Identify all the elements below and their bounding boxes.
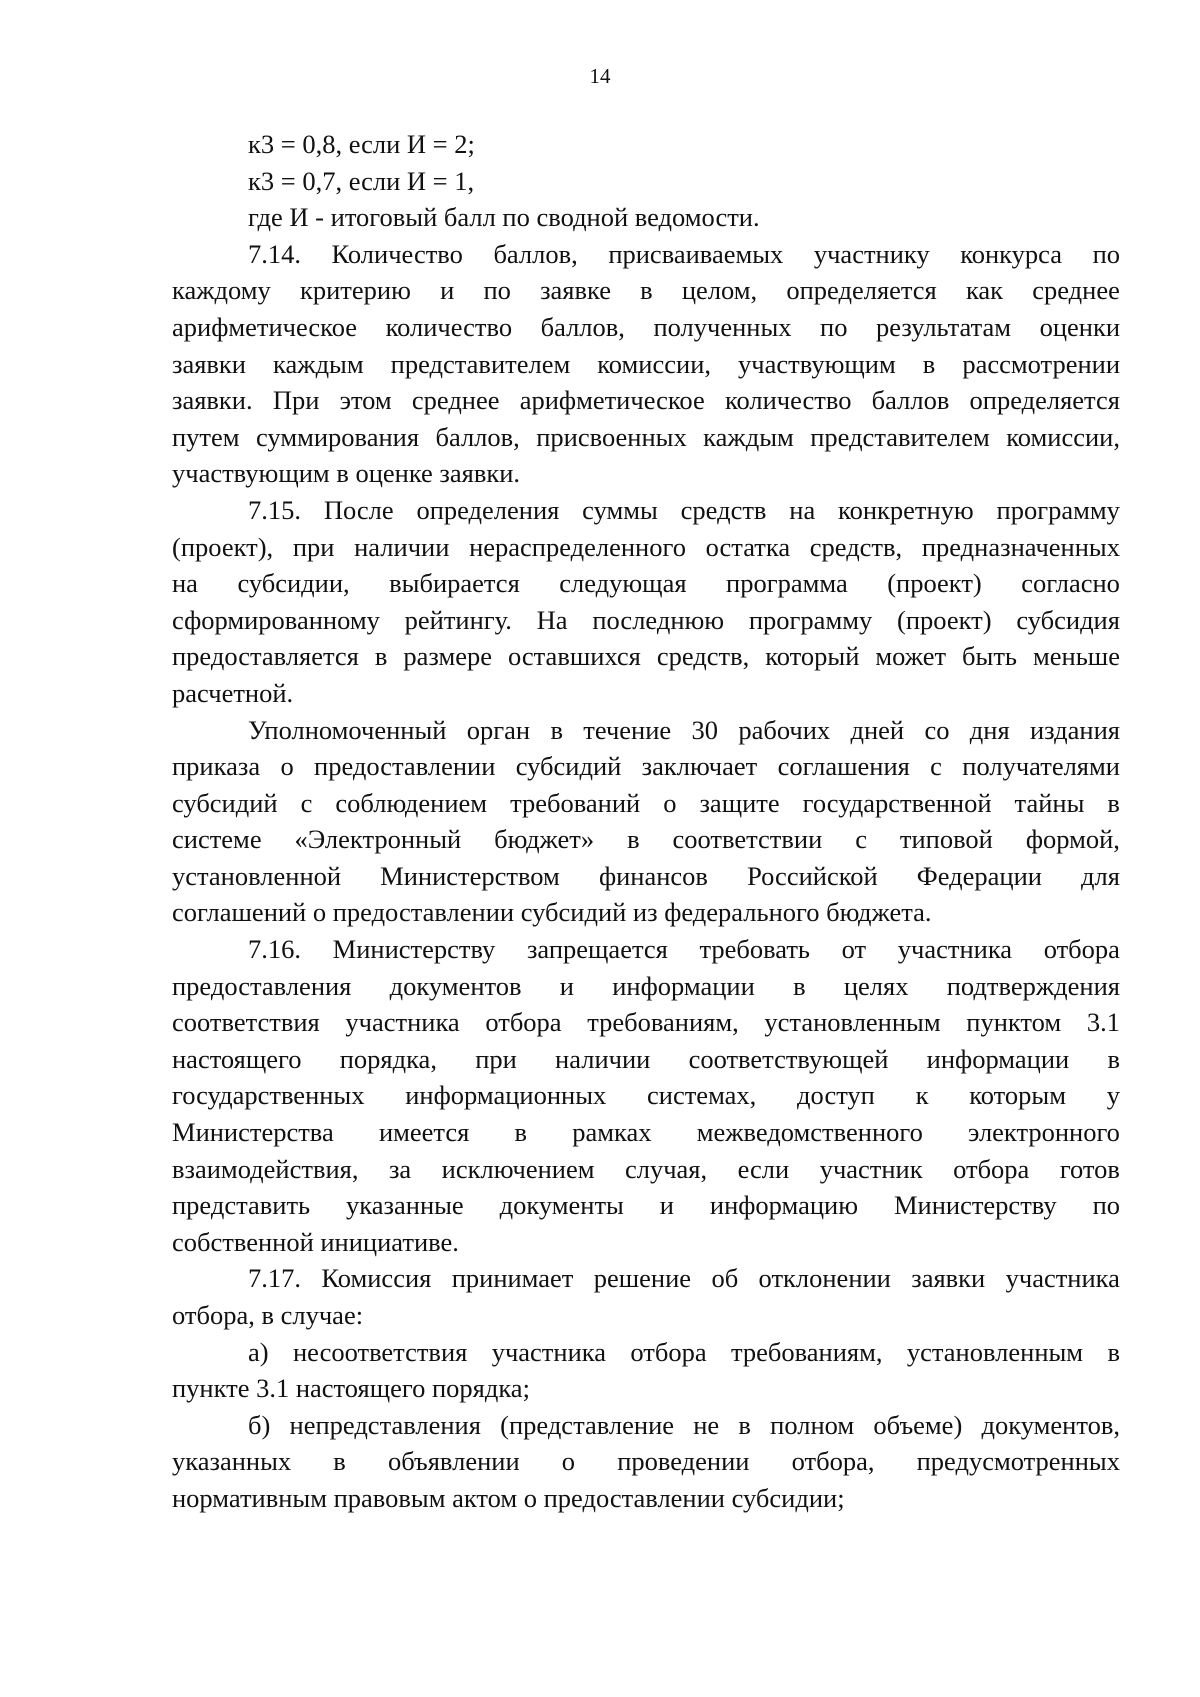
text-line: где И - итоговый балл по сводной ведомости. [248,202,760,233]
text-line: 7.14. Количество баллов, присваиваемых участнику конкурса по [248,238,1120,269]
text-line: 7.17. Комиссия принимает решение об отклонении заявки участника [248,1263,1120,1294]
text-line: Министерства имеется в рамках межведомственного электронного [172,1117,1120,1148]
text-line: на субсидии, выбирается следующая программа (проект) согласно [172,568,1120,599]
text-line: собственной инициативе. [172,1226,459,1257]
text-line: путем суммирования баллов, присвоенных каждым представителем комиссии, [172,421,1120,452]
text-line: пункте 3.1 настоящего порядка; [172,1373,530,1404]
text-line: а) несоответствия участника отбора требованиям, установленным в [248,1336,1120,1367]
text-line: нормативным правовым актом о предоставлении субсидии; [172,1482,845,1513]
document-body [172,126,1120,1517]
text-line: Уполномоченный орган в течение 30 рабочих дней со дня издания [248,714,1120,745]
text-line: участвующим в оценке заявки. [172,458,521,489]
text-line: каждому критерию и по заявке в целом, определяется как среднее [172,275,1120,306]
text-line: представить указанные документы и информацию Министерству по [172,1190,1120,1221]
text-line: системе «Электронный бюджет» в соответствии с типовой формой, [172,824,1120,855]
text-line: отбора, в случае: [172,1300,364,1330]
text-line: (проект), при наличии нераспределенного остатка средств, предназначенных [172,531,1120,562]
text-line: к3 = 0,7, если И = 1, [248,165,475,196]
text-line: 7.16. Министерству запрещается требовать от участника отбора [248,934,1120,965]
text-line: заявки. При этом среднее арифметическое количество баллов определяется [172,385,1120,416]
text-line: соглашений о предоставлении субсидий из федерального бюджета. [172,897,932,928]
text-line: сформированному рейтингу. На последнюю программу (проект) субсидия [172,604,1120,635]
text-line: расчетной. [172,677,294,708]
text-line: приказа о предоставлении субсидий заключает соглашения с получателями [172,751,1120,782]
text-line: 7.15. После определения суммы средств на конкретную программу [248,494,1120,525]
text-line: предоставляется в размере оставшихся средств, который может быть меньше [172,641,1120,672]
text-line: установленной Министерством финансов Российской Федерации для [172,860,1120,891]
text-line: арифметическое количество баллов, полученных по результатам оценки [172,311,1120,342]
page-number: 14 [589,64,611,88]
text-line: заявки каждым представителем комиссии, участвующим в рассмотрении [172,348,1120,379]
text-line: предоставления документов и информации в целях подтверждения [172,970,1120,1001]
text-line: б) непредставления (представление не в полном объеме) документов, [248,1409,1120,1440]
text-line: государственных информационных системах, доступ к которым у [172,1080,1120,1111]
text-line: соответствия участника отбора требованиям, установленным пунктом 3.1 [172,1007,1120,1038]
text-line: взаимодействия, за исключением случая, если участник отбора готов [172,1153,1120,1184]
text-line: к3 = 0,8, если И = 2; [248,129,475,159]
text-line: настоящего порядка, при наличии соответствующей информации в [172,1043,1120,1074]
text-line: указанных в объявлении о проведении отбора, предусмотренных [172,1446,1120,1477]
text-line: субсидий с соблюдением требований о защите государственной тайны в [172,787,1120,818]
